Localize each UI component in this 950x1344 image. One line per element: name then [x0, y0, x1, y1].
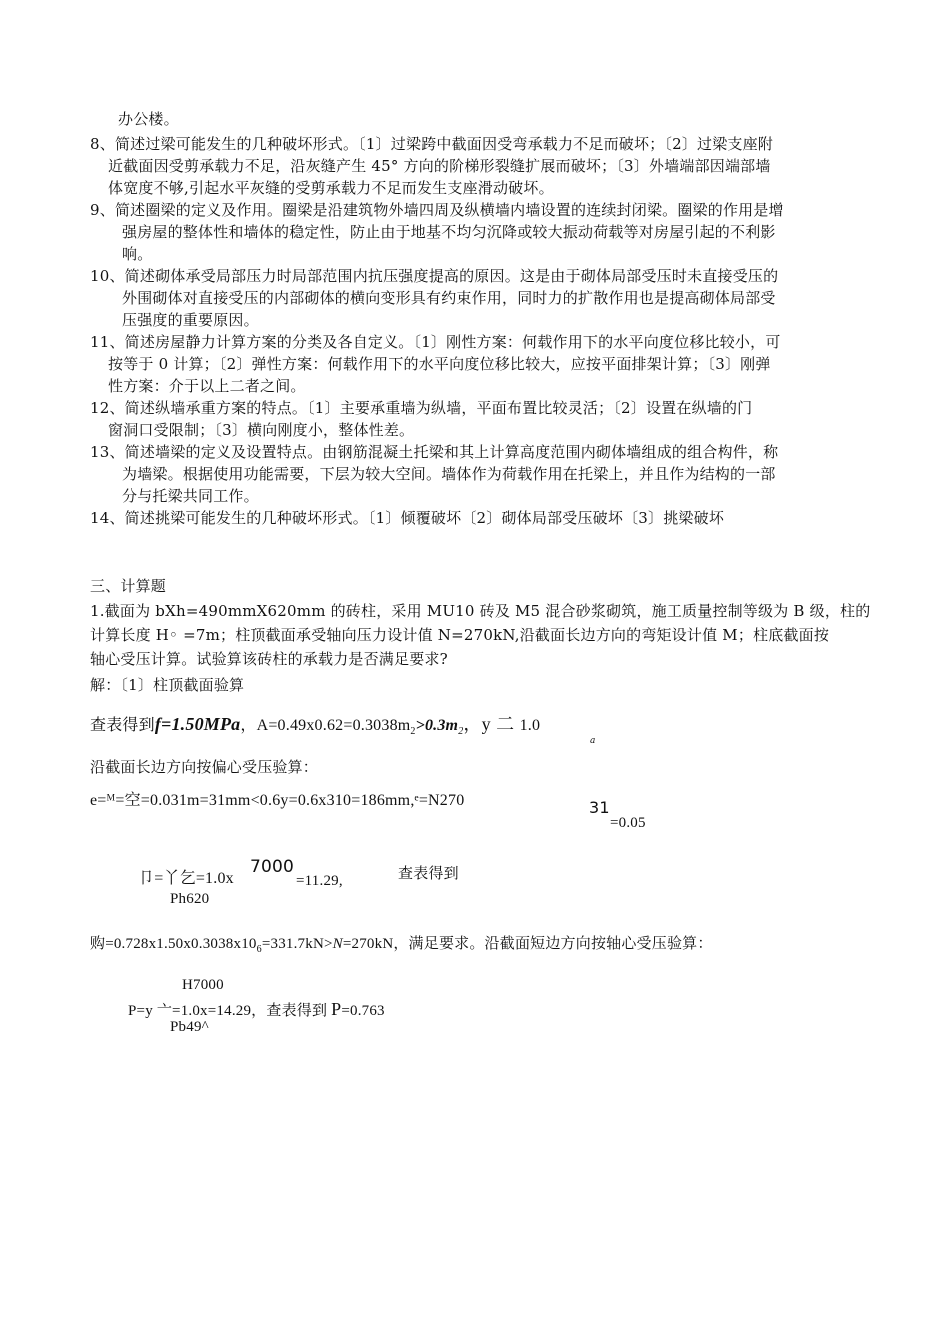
capacity-check [90, 933, 713, 961]
question-11-line-1: 11、简述房屋静力计算方案的分类及各自定义。〔1〕刚性方案：何载作用下的水平向度位移比较小，可 [90, 333, 781, 351]
eccentric-heading: 沿截面长边方向按偏心受压验算： [90, 758, 319, 776]
slenderness-lookup: 查表得到 [398, 864, 459, 882]
slenderness-denominator: Ph620 [170, 891, 210, 907]
slenderness-formula [138, 868, 234, 890]
question-8-line-1: 8、简述过梁可能发生的几种破坏形式。〔1〕过梁跨中截面因受弯承载力不足而破坏；〔2〕过梁支座附 [90, 135, 774, 153]
formula-gt: >0.3m [415, 717, 459, 734]
short-side-h: H7000 [182, 977, 224, 993]
text-line: 办公楼。 [118, 110, 179, 128]
short-side-denominator: Pb49^ [170, 1019, 209, 1035]
capacity-part-c: =270kN，满足要求。沿截面短边方向按轴心受压验算： [342, 936, 713, 952]
formula-subscript: 2 [410, 726, 416, 738]
question-8-line-3: 体宽度不够,引起水平灰缝的受剪承载力不足而发生支座滑动破坏。 [108, 179, 554, 197]
question-10-line-1: 10、简述砌体承受局部压力时局部范围内抗压强度提高的原因。这是由于砌体局部受压时未直接受压的 [90, 267, 779, 285]
question-10-line-3: 压强度的重要原因。 [122, 311, 259, 329]
slenderness-result: =11.29, [296, 873, 343, 889]
solution-heading: 解：〔1〕柱顶截面验算 [90, 676, 245, 694]
formula-prefix: 查表得到 [90, 715, 155, 734]
eccentricity-ratio: =0.05 [610, 815, 646, 831]
short-side-text: P=y 亠=1.0x=14.29，查表得到 [128, 1003, 332, 1019]
question-11-line-3: 性方案：介于以上二者之间。 [108, 377, 306, 395]
question-9-line-1: 9、简述圈梁的定义及作用。圈梁是沿建筑物外墙四周及纵横墙内墙设置的连续封闭梁。圈梁的作用是增 [90, 201, 784, 219]
formula-f-value: f=1.50MPa [154, 714, 241, 734]
question-9-line-3: 响。 [122, 245, 153, 263]
question-14-line: 14、简述挑梁可能发生的几种破坏形式。〔1〕倾覆破坏〔2〕砌体局部受压破坏〔3〕挑梁破坏 [90, 509, 725, 527]
formula-area: ，A=0.49x0.62=0.3038m [240, 717, 411, 734]
short-side-value: =0.763 [341, 1003, 385, 1019]
question-12-line-1: 12、简述纵墙承重方案的特点。〔1〕主要承重墙为纵墙，平面布置比较灵活；〔2〕设置在纵墙的门 [90, 399, 753, 417]
problem-1-line-1: 1.截面为 bXh=490mmX620mm 的砖柱，采用 MU10 砖及 M5 混合砂浆砌筑，施工质量控制等级为 B 级，柱的 [90, 602, 871, 620]
eccentricity-formula: e=ᴹ=空=0.031m=31mm<0.6y=0.6x310=186mm,ᵉ=N270 [90, 792, 465, 809]
section-heading: 三、计算题 [90, 577, 167, 595]
capacity-subscript: 6 [256, 944, 262, 955]
slenderness-7000: 7000 [250, 857, 295, 877]
question-12-line-2: 窗洞口受限制；〔3〕横向刚度小，整体性差。 [108, 421, 415, 439]
capacity-part-a: 购=0.728x1.50x0.3038x10 [90, 936, 257, 952]
formula-a-subscript: a [590, 736, 596, 746]
question-10-line-2: 外围砌体对直接受压的内部砌体的横向变形具有约束作用，同时力的扩散作用也是提高砌体局部受 [122, 289, 776, 307]
formula-subscript-2: 2 [458, 726, 464, 738]
short-side-formula [128, 998, 385, 1022]
question-13-line-3: 分与托梁共同工作。 [122, 487, 259, 505]
formula-gamma: ，y [463, 714, 491, 734]
short-side-p: P [331, 999, 342, 1019]
capacity-n: N [332, 936, 343, 952]
question-13-line-1: 13、简述墙梁的定义及设置特点。由钢筋混凝土托梁和其上计算高度范围内砌体墙组成的组合构件，称 [90, 443, 779, 461]
question-11-line-2: 按等于 0 计算；〔2〕弹性方案：何载作用下的水平向度位移比较大，应按平面排架计算；〔3〕刚弹 [108, 355, 771, 373]
eccentricity-31: 31 [589, 798, 610, 817]
formula-strength [90, 713, 540, 743]
question-8-line-2: 近截面因受剪承载力不足，沿灰缝产生 45° 方向的阶梯形裂缝扩展而破坏；〔3〕外墙端部因端部墙 [108, 157, 771, 175]
formula-equals: 二 [496, 714, 515, 735]
formula-one: 1.0 [519, 717, 541, 734]
problem-1-line-3: 轴心受压计算。试验算该砖柱的承载力是否满足要求? [90, 650, 448, 668]
question-13-line-2: 为墙梁。根据使用功能需要，下层为较大空间。墙体作为荷载作用在托梁上，并且作为结构的一部 [122, 465, 776, 483]
question-9-line-2: 强房屋的整体性和墙体的稳定性，防止由于地基不均匀沉降或较大振动荷载等对房屋引起的不利影 [122, 223, 776, 241]
capacity-part-b: =331.7kN> [261, 936, 333, 952]
problem-1-line-2: 计算长度 H◦ =7m；柱顶截面承受轴向压力设计值 N=270kN,沿截面长边方向的弯矩设计值 M；柱底截面按 [90, 626, 830, 644]
slenderness-prefix: 卩=丫乞=1.0x [138, 870, 234, 887]
